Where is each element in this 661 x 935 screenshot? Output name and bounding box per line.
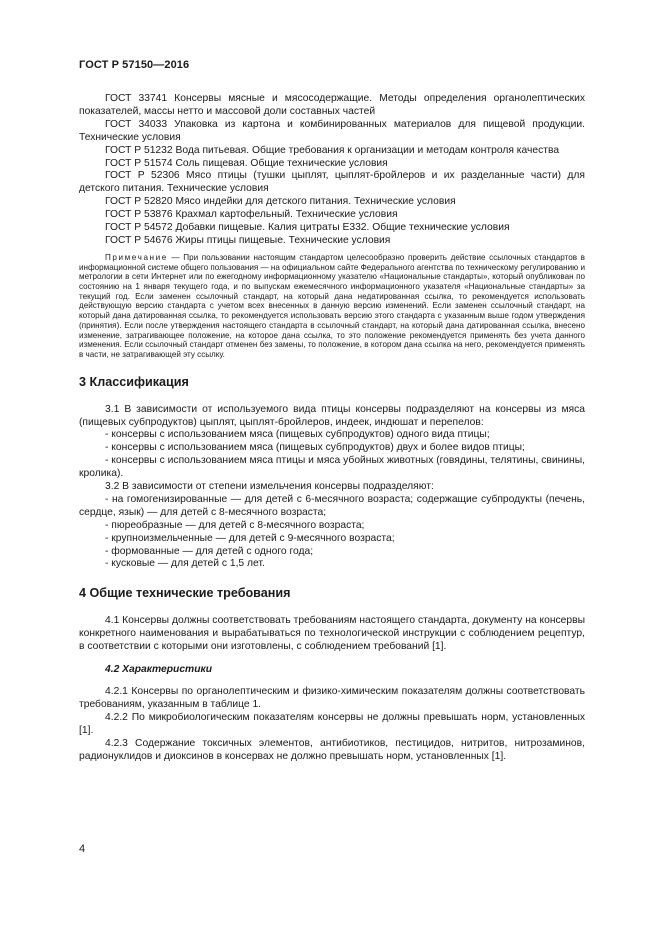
section-3-body: [79, 404, 585, 572]
list-item: - консервы с использованием мяса (пищевых субпродуктов) одного вида птицы;: [105, 429, 490, 441]
document-body: [79, 93, 585, 763]
subsection-4-2-heading: 4.2 Характеристики: [105, 664, 213, 676]
reference-item: ГОСТ Р 54572 Добавки пищевые. Калия цитраты Е332. Общие технические условия: [105, 222, 510, 234]
paragraph: 3.2 В зависимости от степени измельчения консервы подразделяют:: [105, 481, 434, 493]
reference-item: ГОСТ Р 51232 Вода питьевая. Общие требования к организации и методам контроля качества: [105, 144, 560, 156]
list-item: - пюреобразные — для детей с 8-месячного возраста;: [105, 519, 365, 531]
list-item: - кусковые — для детей с 1,5 лет.: [105, 558, 265, 570]
note-label: Примечание: [105, 252, 168, 262]
list-item: - консервы с использованием мяса птицы и мяса убойных животных (говядины, телятины, свинины, кролика).: [79, 455, 585, 480]
list-item: - крупноизмельченные — для детей с 9-месячного возраста;: [105, 532, 395, 544]
paragraph-4-2-2: 4.2.2 По микробиологическим показателям консервы не должны превышать норм, установленных [1].: [79, 711, 585, 736]
note-text: — При пользовании настоящим стандартом целесообразно проверить действие ссылочных стандартов в информационной системе общего пользования — на официальном сайте Федерального агентства по техническому регулированию и метрологии в сети Интернет или по ежегодному информационному указателю «Национальные стандарты», который опубликован по состоянию на 1 января текущего года, и по выпускам ежемесячного информационного указателя «Национальные стандарты» за текущий год. Если заменен ссылочный стандарт, на который дана недатированная ссылка, то рекомендуется использовать действующую версию стандарта с учетом всех внесенных в данную версию изменений. Если заменен ссылочный стандарт, на который дана датированная ссылка, то рекомендуется использовать версию этого стандарта с указанным выше годом утверждения (принятия). Если после утверждения настоящего стандарта в ссылочный стандарт, на который дана датированная ссылка, внесено изменение, затрагивающее положение, на которое дана ссылка, то это положение рекомендуется применять без учета данного изменения. Если ссылочный стандарт отменен без замены, то положение, в котором дана ссылка на него, рекомендуется применять в части, не затрагивающей эту ссылку.: [79, 252, 585, 359]
reference-item: ГОСТ Р 53876 Крахмал картофельный. Технические условия: [105, 209, 398, 221]
list-item: - на гомогенизированные — для детей с 6-месячного возраста; содержащие субпродукты (печень, сердце, язык) — для детей с 8-месячного возраста;: [79, 493, 585, 518]
reference-item: ГОСТ Р 51574 Соль пищевая. Общие технические условия: [105, 157, 388, 169]
reference-item: ГОСТ 33741 Консервы мясные и мясосодержащие. Методы определения органолептических показателей, массы нетто и массовой доли составных частей: [79, 93, 585, 117]
list-item: - формованные — для детей с одного года;: [105, 545, 314, 557]
paragraph-4-2-1: 4.2.1 Консервы по органолептическим и физико-химическим показателям должны соответствовать требованиям, указанным в таблице 1.: [79, 686, 585, 710]
reference-item: ГОСТ Р 54676 Жиры птицы пищевые. Технические условия: [105, 234, 391, 246]
document-code-header: ГОСТ Р 57150—2016: [79, 59, 190, 71]
reference-item: ГОСТ Р 52820 Мясо индейки для детского питания. Технические условия: [105, 196, 456, 208]
reference-item: ГОСТ 34033 Упаковка из картона и комбинированных материалов для пищевой продукции. Технические условия: [79, 118, 585, 143]
reference-note: [79, 253, 585, 360]
section-4-heading: 4 Общие технические требования: [79, 586, 291, 601]
list-item: - консервы с использованием мяса (пищевых субпродуктов) двух и более видов птицы;: [105, 442, 525, 454]
normative-references-list: [79, 93, 585, 248]
reference-item: ГОСТ Р 52306 Мясо птицы (тушки цыплят, цыплят-бройлеров и их разделанные части) для детского питания. Технические условия: [79, 170, 585, 195]
paragraph: 3.1 В зависимости от используемого вида птицы консервы подразделяют на консервы из мяса (пищевых субпродуктов) цыплят, цыплят-бройлеров, индеек, индюшат и перепелов:: [79, 403, 585, 428]
paragraph-4-2-3: 4.2.3 Содержание токсичных элементов, антибиотиков, пестицидов, нитритов, нитрозаминов, радионуклидов и диоксинов в консервах не должно превышать норм, установленных [1].: [79, 737, 585, 762]
paragraph-4-1: 4.1 Консервы должны соответствовать требованиям настоящего стандарта, документу на консервы конкретного наименования и вырабатываться по технологической инструкции с соблюдением рецептур, в соответствии с которыми они изготовлены, с соблюдением требований [1].: [79, 615, 585, 653]
page-number: 4: [79, 843, 86, 855]
section-3-heading: 3 Классификация: [79, 374, 189, 389]
